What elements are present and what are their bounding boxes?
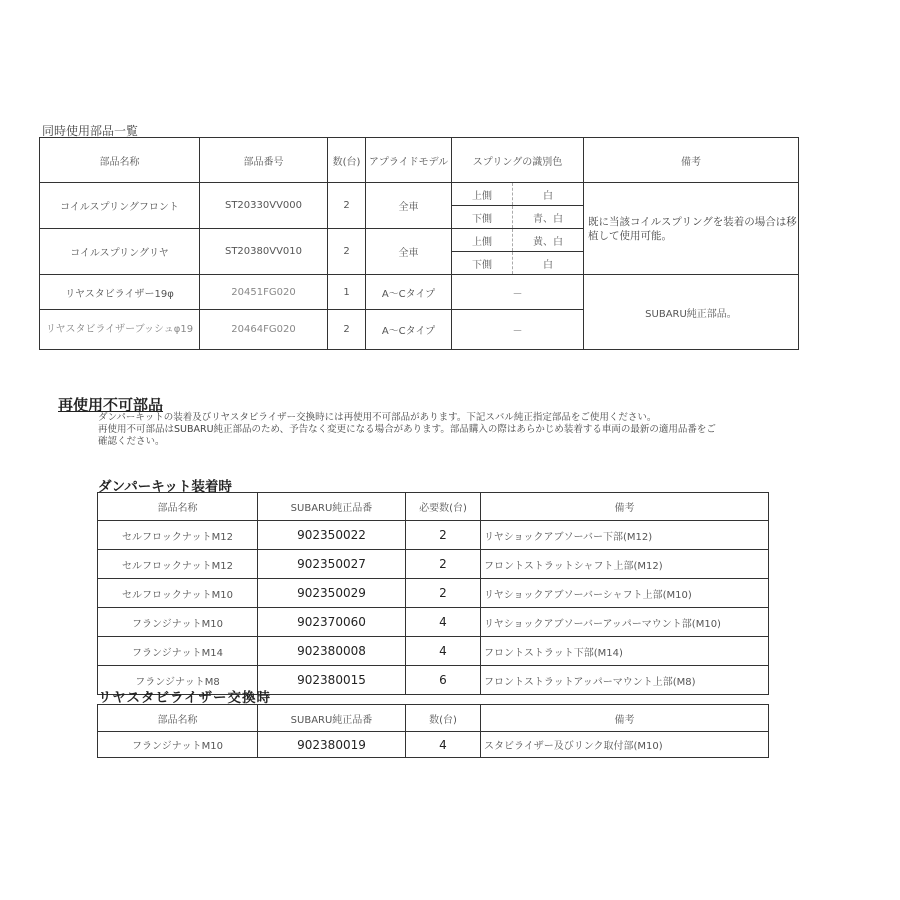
stabilizer-table <box>97 704 769 758</box>
spring-color: 白 <box>513 252 584 275</box>
table-row <box>98 521 769 550</box>
note-line: 確認ください。 <box>98 436 165 447</box>
header-part-number: SUBARU純正品番 <box>258 493 406 521</box>
part-name: コイルスプリングフロント <box>40 183 200 229</box>
part-number: 20464FG020 <box>200 310 328 350</box>
part-number: 902380015 <box>258 666 406 695</box>
damper-kit-heading: ダンパーキット装着時 <box>98 479 232 495</box>
applied-model: 全車 <box>366 183 452 229</box>
part-number: 902350027 <box>258 550 406 579</box>
spring-color: 黄、白 <box>513 229 584 252</box>
spring-color-none: － <box>452 275 584 310</box>
note-line: ダンパーキットの装着及びリヤスタビライザー交換時には再使用不可部品があります。下記スバル純正指定部品をご使用ください。 <box>98 412 657 423</box>
stabilizer-heading: リヤスタビライザー交換時 <box>98 690 272 706</box>
qty: 4 <box>406 608 481 637</box>
non-reusable-parts-note <box>98 412 778 448</box>
remark: リヤショックアブソーバー下部(M12) <box>481 521 769 550</box>
spring-position: 下側 <box>452 252 513 275</box>
remark-genuine: SUBARU純正部品。 <box>584 275 799 350</box>
table-header-row <box>40 138 799 183</box>
non-reusable-parts-heading: 再使用不可部品 <box>58 396 164 414</box>
header-spring-color: スプリングの識別色 <box>452 138 584 183</box>
qty: 2 <box>328 310 366 350</box>
note-line: 再使用不可部品はSUBARU純正部品のため、予告なく変更になる場合があります。部品購入の際はあらかじめ装着する車両の最新の適用品番をご <box>98 424 716 435</box>
header-remarks: 備考 <box>481 705 769 732</box>
header-qty: 数(台) <box>328 138 366 183</box>
header-part-name: 部品名称 <box>98 493 258 521</box>
header-applied-model: アプライドモデル <box>366 138 452 183</box>
part-number: ST20330VV000 <box>200 183 328 229</box>
concurrent-parts-table <box>39 137 799 350</box>
part-number: ST20380VV010 <box>200 229 328 275</box>
qty: 1 <box>328 275 366 310</box>
part-number: 902370060 <box>258 608 406 637</box>
qty: 2 <box>328 229 366 275</box>
header-part-name: 部品名称 <box>98 705 258 732</box>
header-part-number: 部品番号 <box>200 138 328 183</box>
qty: 4 <box>406 637 481 666</box>
remark: フロントストラットアッパーマウント上部(M8) <box>481 666 769 695</box>
applied-model: A～Cタイプ <box>366 275 452 310</box>
table-header-row <box>98 493 769 521</box>
qty: 2 <box>406 579 481 608</box>
part-number: 902350022 <box>258 521 406 550</box>
table-row <box>98 608 769 637</box>
part-name: フランジナットM14 <box>98 637 258 666</box>
part-name: リヤスタビライザーブッシュφ19 <box>40 310 200 350</box>
table-row <box>40 275 799 310</box>
header-remarks: 備考 <box>481 493 769 521</box>
header-qty: 数(台) <box>406 705 481 732</box>
remark: リヤショックアブソーバーアッパーマウント部(M10) <box>481 608 769 637</box>
spring-position: 下側 <box>452 206 513 229</box>
part-number: 20451FG020 <box>200 275 328 310</box>
header-qty: 必要数(台) <box>406 493 481 521</box>
qty: 2 <box>406 550 481 579</box>
remark-transplant: 既に当該コイルスプリングを装着の場合は移植して使用可能。 <box>584 183 799 275</box>
header-part-name: 部品名称 <box>40 138 200 183</box>
spring-position: 上側 <box>452 183 513 206</box>
table-header-row <box>98 705 769 732</box>
concurrent-parts-title: 同時使用部品一覧 <box>42 124 139 138</box>
qty: 4 <box>406 732 481 758</box>
part-name: リヤスタビライザー19φ <box>40 275 200 310</box>
part-name: セルフロックナットM10 <box>98 579 258 608</box>
qty: 2 <box>406 521 481 550</box>
part-number: 902350029 <box>258 579 406 608</box>
table-row <box>98 579 769 608</box>
applied-model: A～Cタイプ <box>366 310 452 350</box>
table-row <box>40 183 799 206</box>
remark: リヤショックアブソーバーシャフト上部(M10) <box>481 579 769 608</box>
part-number: 902380008 <box>258 637 406 666</box>
part-name: コイルスプリングリヤ <box>40 229 200 275</box>
part-number: 902380019 <box>258 732 406 758</box>
table-row <box>98 732 769 758</box>
part-name: フランジナットM10 <box>98 608 258 637</box>
qty: 2 <box>328 183 366 229</box>
part-name: セルフロックナットM12 <box>98 521 258 550</box>
remark: フロントストラットシャフト上部(M12) <box>481 550 769 579</box>
part-name: フランジナットM10 <box>98 732 258 758</box>
applied-model: 全車 <box>366 229 452 275</box>
damper-kit-table <box>97 492 769 695</box>
table-row <box>98 550 769 579</box>
part-name: フランジナットM8 <box>98 666 258 695</box>
spring-color: 白 <box>513 183 584 206</box>
header-remarks: 備考 <box>584 138 799 183</box>
remark: スタビライザー及びリンク取付部(M10) <box>481 732 769 758</box>
remark: フロントストラット下部(M14) <box>481 637 769 666</box>
table-row <box>98 637 769 666</box>
qty: 6 <box>406 666 481 695</box>
spring-color-none: － <box>452 310 584 350</box>
header-part-number: SUBARU純正品番 <box>258 705 406 732</box>
part-name: セルフロックナットM12 <box>98 550 258 579</box>
spring-color: 青、白 <box>513 206 584 229</box>
spring-position: 上側 <box>452 229 513 252</box>
